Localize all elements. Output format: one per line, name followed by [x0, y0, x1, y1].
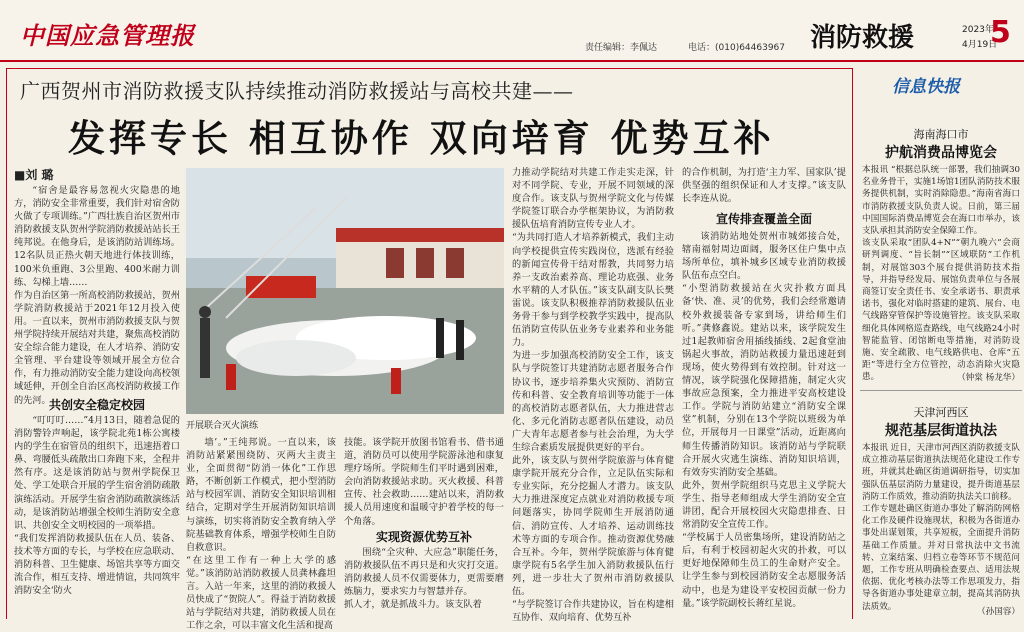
column-3-body — [344, 436, 504, 527]
sidebar-item1-headline: 护航消费品博览会 — [885, 145, 997, 161]
column-5-top — [682, 166, 846, 204]
sidebar-item2-text: 本报讯 近日，天津市河西区消防救援支队成立推动基层街道执法规范化建设工作专班，并就其赴确区街道调研指导，切实加强队伍基层消防力量建设，提升街道基层消防工作质效，推动消防执法关口前移。 工作专题赴确区街道办事处了解消防网格化工作及硬件设施现状，积极为各街道办事处出谋划策，共享短板，全面提升消防基础工作质量。并对日常执法中文书流转、立案结案、归档立卷等环节不规范问题，工作专班从明确检查要点、适用法规依据、优化考核办法等工作思项发力，指导各街道办事处建章立制，提高其消防执法质效。 — [862, 443, 1020, 612]
article-headline: 发挥专长 相互协作 双向培育 优势互补 — [68, 117, 775, 160]
editor-credit: 责任编辑：李佩达 — [585, 43, 658, 53]
sidebar-item1-text: 本报讯 “根据总队统一部署，我们抽调30名业务骨干，实施1场馆1团队消防技术服务提供机制，实时消除隐患。”海南省海口市消防救援支队负责人说。日前，第三届中国国际消费品博览会在海口市举办，该支队承担其消防安全保障工作。 该支队采取“团队4+N”“朝九晚六”会商研判调度、“旨长制”“区域联防”工作机制，对展馆303个展台提供消防技术指导，并指导经发局、展馆负责单位与各展商签订安全责任书、安全承诺书、职责承诺书，强化对临时搭建的建筑、展台、电气线路穿管保护等设施管控。该支队采取细化具体网格巡查路线，电气线路24小时智能监管、闭馆断电等措施，对消防设施、安全疏散、电气线路供电、仓库“五距”等进行全方位管控，动态消除火灾隐患。 — [862, 165, 1020, 383]
sidebar-item1-location: 海南海口市 — [913, 128, 969, 141]
sidebar-item2-headline: 规范基层街道执法 — [885, 423, 997, 439]
article-kicker: 广西贺州市消防救援支队持续推动消防救援站与高校共建—— — [20, 79, 574, 103]
byline: ■刘 璐 — [14, 168, 54, 182]
column-3-sub — [344, 546, 504, 619]
subhead-1: 共创安全稳定校园 — [48, 398, 145, 412]
subhead-2: 实现资源优势互补 — [375, 530, 472, 544]
col5-top-text: 的合作机制，为打造‘主力军、国家队’提供坚强的组织保证和人才支撑。”该支队长李连从说。 — [682, 167, 846, 205]
fire-drill-photo — [186, 168, 504, 414]
col3-sub-text: 围绕“全灾种、大应急”职能任务，消防救援队伍不再只是和火灾打交道。消防救援人员不仅需要体力，更需要磨炼脑力，要求实力与智慧并存。 抓人才，就是抓战斗力。该支队着 — [344, 547, 504, 611]
sidebar-item1-author: （钟棠 杨龙华） — [957, 373, 1020, 383]
section-title: 消防救援 — [810, 23, 915, 53]
column-2-body — [186, 436, 336, 632]
newspaper-logo: 中国应急管理报 — [20, 21, 195, 50]
issue-year: 2023年 — [962, 25, 994, 35]
col5-body-text: 该消防站地处贺州市城郊接合处，辖南福射周边面阔，服务区住户集中点场所单位，填补城乡区域专业消防救援队伍布点空白。 “小型消防救援站在火灾扑救方面具备‘快、准、灵’的优势，我们会经常邀请校外救援装备专家到场，讲给师生们听。”龚修鑫说。建站以来，该学院发生过1起教师宿舍用插线插线、2起食堂油锅起火事故，消防站救援力量迅速赶到现场，使火势得到有效控制。针对这一情况，该学院强化保障措施，制定火灾事故应急预案，全力推进平安高校建设工作。学院与消防站建立“消防安全课堂”机制，分别在13个学院以班级为单位，开展每月一日课堂”活动，近距离向师生传播消防知识。该消防站与学院联合开展火灾逃生演练、消防知识培训，有效夯实消防安全基础。 此外，贺州学院组织马克思主义学院大学生、指导老师组成大学生消防安全宣讲团，配合开展校园火灾隐患排查、日常消防安全宣传工作。 “学校属于人员密集场所，建设消防站之后，有利于校园初起火灾的扑救，可以更好地保障师生员工的生命财产安全。让学生参与到校园消防安全志愿服务活动中，也是为建设平安校园贡献一份力量。”该学院副校长蒋红星说。 — [682, 231, 846, 609]
column-4-body — [512, 166, 674, 624]
sidebar-divider — [860, 390, 1022, 391]
column-1-body — [14, 414, 180, 619]
subhead-3: 宣传排查覆盖全面 — [715, 212, 812, 226]
col2-body-text: 墙’。”王纯邦说。一直以来，该消防站紧紧围绕防、灭两大主责主业，全面贯彻“防消一体化”工作思路，不断创新工作模式，把小型消防站与校园军训、消防安全知识培训相结合，定期对学生开展消防知识培训与演练，切实将消防安全教育纳入学院基础教育体系，增强学校师生自防自救意识。 “在这里工作有一种上大学的感觉。”该消防站消防救援人员龚林鑫坦言。入站一年来，这里的消防救援人员快成了“贺院人”。得益于消防救援站与学院结对共建，消防救援人员在工作之余，可以丰富文化生活和提高 — [186, 437, 336, 632]
col3-body-text: 技能。该学院开放图书馆看书、借书通道，消防员可以使用学院游泳池和康复理疗场所。学院师生们平时遇到困难，会向消防救援站求助。灭火救援、科普宣传、社会救助……建站以来，消防救援人员用速度和温暖守护着学校的每一个角落。 — [344, 437, 504, 527]
col4-text: 力推动学院结对共建工作走实走深，针对不同学院、专业，开展不同领域的深度合作。该支队与贺州学院文化与传媒学院签订联合办学框架协议，为消防救援队伍培育消防宣传专业人才。 “为共同打造人才培养新模式，我们主动向学校提供宣传实践岗位，选派有经验的新闻宣传骨干结对帮教，共同努力培养一支政治素养高、理论功底强、业务水平精的人才队伍。”该支队副支队长樊雷说。该支队积极推荐消防救援队伍业务骨干参与到学校教学实践中，提高队伍消防宣传队伍业务专业素养和业务能力。 为进一步加强高校消防安全工作，该支队与学院签订共建消防志愿者服务合作协议书，逐步培养集火灾预防、消防宣传和科普、安全教育培训等功能于一体的高校消防志愿者队伍，大力推进营志化、多元化消防志愿者队伍建设，动员广大青年志愿者参与社会治理，为大学生综合素质发展提供更好的平台。 此外，该支队与贺州学院旅游与体育健康学院开展充分合作，立足队伍实际和专业实际，充分挖掘人才潜力。该支队大力推进深度定点就业对消防救援专项问题落实，协同学院师生开展消防通信、消防宣传、人才培养、运动训练技术等方面的专项合作。推动资源优势融合互补。今年，贺州学院旅游与体育健康学院有5名学生加入消防救援队伍行列，进一步壮大了贺州市消防救援队伍。 “与学院签订合作共建协议，旨在构建相互协作、双向培育、优势互补 — [512, 167, 674, 624]
column-5-body — [682, 230, 846, 619]
sidebar-item2-location: 天津河西区 — [913, 406, 969, 419]
masthead-rule — [0, 60, 1024, 62]
page-number: 5 — [990, 15, 1011, 50]
photo-caption: 开展联合灭火演练 — [186, 421, 259, 431]
col1-body-text: “叮叮叮……”4月13日，随着急促的消防警铃声响起，该学院北苑1栋公寓楼内的学生在宿管员的组织下，迅速捂着口鼻、弯腰低头疏散出口奔跑下来，全程井然有序。这是该消防站与贺州学院保卫处、学工处联合开展的学生宿舍消防疏散演练活动。开展学生宿舍消防疏散演练活动，是该消防站增强全校师生消防安全意识、共创安全文明校园的一项举措。 “我们发挥消防救援队伍在人员、装备、技术等方面的专长，与学校在应急联动、消防科普、卫生健康、场馆共享等方面交流合作，相互支持、增进情谊，共同筑牢消防安全‘防火 — [14, 415, 180, 597]
phone-number: 电话：(010)64463967 — [688, 43, 786, 53]
issue-date: 4月19日 — [962, 40, 998, 50]
sidebar-item2-author: （孙国容） — [977, 607, 1020, 617]
photo-illustration — [186, 168, 504, 414]
info-express-badge: 信息快报 — [892, 77, 960, 97]
col1-intro-text: “宿舍是最容易忽视火灾隐患的地方，消防安全非常重要，我们针对宿舍防火做了专项训练。”广西壮族自治区贺州市消防救援支队贺州学院消防救援站站长王纯邦说。在他身后，是该消防站训练场。12名队员正热火朝天地进行体技训练，100米负重跑、3公里跑、400米耐力训练、勾梯上墙…… 作为自治区第一所高校消防救援站，贺州学院消防救援站于2021年12月投入使用。一直以来，贺州市消防救援支队与贺州学院持续开展结对共建，聚焦高校消防安全综合能力建设，在人才培养、消防安全管理、平台建设等领域开展全方位合作，有力推动消防安全能力建设向高校领域延伸，开创全自治区高校消防救援工作的先河。 — [14, 185, 180, 406]
